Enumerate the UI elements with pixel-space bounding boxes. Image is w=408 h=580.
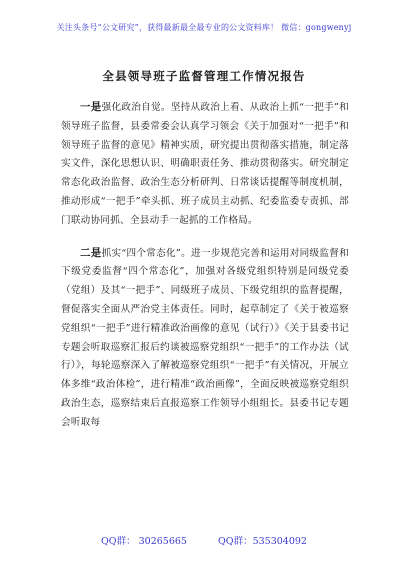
paragraph-1-text: 强化政治自觉。坚持从政治上看、从政治上抓“一把手”和领导班子监督，县委常委会认真学习领会《关于加强对“一把手”和领导班子监督的意见》精神实质，研究提出贯彻落实措施，制定落实文件，深化思想认识、明确职责任务、推动贯彻落实。研究制定常态化政治监督、政治生态分析研判、日常谈话提醒等制度机制，推动形成“一把手”牵头抓、班子成员主动抓、纪委监委专责抓、部门联动协同抓、全县动手一起抓的工作格局。 <box>61 102 350 226</box>
paragraph-1 <box>61 98 349 231</box>
paragraph-gap <box>61 231 349 244</box>
document-body <box>61 98 349 433</box>
footer-qq-group-1: QQ群： 30265665 <box>101 536 187 547</box>
paragraph-2-lead: 二是 <box>80 246 102 259</box>
paragraph-2-text: 抓实“四个常态化”。进一步规范完善和运用对同级监督和下级党委监督“四个常态化”，加强对各级党组织特别是同级党委（党组）及其“一把手”、同级班子成员、下级党组织的监督提醒，督促落实全面从严治党主体责任。同时，起草制定了《关于被巡察党组织“一把手”进行精准政治画像的意见（试行）》《关于县委书记专题会听取巡察汇报后约谈被巡察党组织“一把手”的工作办法（试行）》，每轮巡察深入了解被巡察党组织“一把手”有关情况，开展立体多维“政治体检”，进行精准“政治画像”，全面反映被巡察党组织政治生态，巡察结束后直报巡察工作领导小组组长。县委书记专题会听取每 <box>61 247 350 428</box>
footer-qq-group-2: QQ群：535304092 <box>218 536 307 547</box>
document-title: 全县领导班子监督管理工作情况报告 <box>102 69 306 83</box>
paragraph-2 <box>61 244 349 433</box>
paragraph-1-lead: 一是 <box>80 101 102 113</box>
page-header-note: 关注头条号“公文研究”，获得最新最全最专业的公文资料库！ 微信：gongwenyj <box>56 23 352 32</box>
page-footer <box>0 533 408 547</box>
